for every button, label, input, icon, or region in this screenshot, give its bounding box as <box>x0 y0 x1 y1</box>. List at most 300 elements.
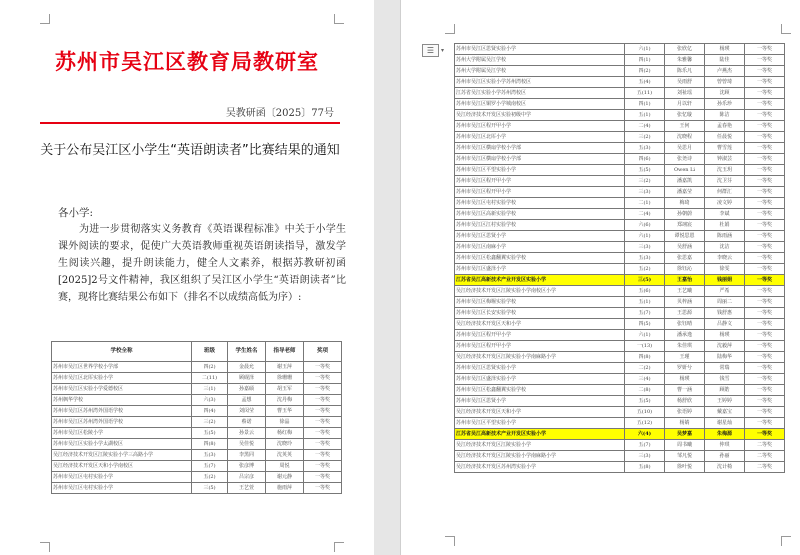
school-cell: 吴江经济技术开发区实验初级中学 <box>455 110 625 121</box>
teacher-cell: 陈雨涵 <box>705 231 745 242</box>
teacher-cell: 杨红梅 <box>266 428 304 439</box>
class-cell: 五(3) <box>625 253 665 264</box>
column-header: 指导老师 <box>266 342 304 362</box>
teacher-cell: 凌文婷 <box>705 198 745 209</box>
table-row <box>455 187 785 198</box>
student-cell: 王何 <box>665 121 705 132</box>
crop-mark <box>40 14 50 24</box>
class-cell: 四(2) <box>625 66 665 77</box>
table-row <box>455 396 785 407</box>
crop-mark <box>781 536 791 546</box>
award-cell: 一等奖 <box>745 253 785 264</box>
table-row <box>455 99 785 110</box>
class-cell: 五(10) <box>625 407 665 418</box>
award-cell: 一等奖 <box>745 143 785 154</box>
school-cell: 苏州市吴江区实验小学爱德校区 <box>52 384 192 395</box>
award-cell: 二等奖 <box>745 440 785 451</box>
student-cell: 孟想 <box>228 395 266 406</box>
school-cell: 苏州市吴江区程开甲小学 <box>455 187 625 198</box>
school-cell: 苏州大学附属吴江学校 <box>455 55 625 66</box>
class-cell: 五(8) <box>625 462 665 473</box>
table-row <box>455 154 785 165</box>
award-cell: 一等奖 <box>745 66 785 77</box>
class-cell: 六(4) <box>625 429 665 440</box>
table-row <box>455 385 785 396</box>
table-row <box>455 165 785 176</box>
teacher-cell: 钱舒惠 <box>705 308 745 319</box>
class-cell: 五(7) <box>625 308 665 319</box>
table-row <box>455 220 785 231</box>
class-cell: 二(1) <box>625 198 665 209</box>
school-cell: 苏州市吴江区实验小学苏州湾校区 <box>455 77 625 88</box>
table-row <box>455 407 785 418</box>
award-cell: 一等奖 <box>304 406 342 417</box>
class-cell: 六(3) <box>192 395 228 406</box>
award-cell: 一等奖 <box>745 242 785 253</box>
student-cell: 孙景云 <box>228 428 266 439</box>
class-cell: 四(1) <box>625 99 665 110</box>
teacher-cell: 曹玉华 <box>266 406 304 417</box>
student-cell: 张语婷 <box>665 407 705 418</box>
table-row <box>52 362 342 373</box>
school-cell: 苏州市吴江区平望实验小学 <box>455 165 625 176</box>
class-cell: 一(13) <box>625 341 665 352</box>
teacher-cell: 谢星灿 <box>705 418 745 429</box>
school-cell: 吴江经济技术开发区天和小学南校区 <box>52 461 192 472</box>
column-header: 学校全称 <box>52 342 192 362</box>
class-cell: 三(2) <box>192 417 228 428</box>
student-cell: 潘嘉凯 <box>665 176 705 187</box>
teacher-cell: 李晓云 <box>705 253 745 264</box>
table-row <box>455 451 785 462</box>
school-cell: 苏州市吴江区屯村实验小学 <box>52 472 192 483</box>
student-cell: 孙嘉硕 <box>228 384 266 395</box>
table-header-row <box>52 342 342 362</box>
student-cell: Owen Li <box>665 165 705 176</box>
teacher-cell: 何群汇 <box>705 187 745 198</box>
award-cell: 一等奖 <box>304 384 342 395</box>
class-cell: 六(1) <box>625 44 665 55</box>
school-cell: 江苏省吴江高新技术产业开发区实验小学 <box>455 275 625 286</box>
student-cell: 王思源 <box>665 308 705 319</box>
student-cell: 朱雅馨 <box>665 55 705 66</box>
class-cell: 四(5) <box>625 319 665 330</box>
student-cell: 徐钰沁 <box>665 264 705 275</box>
award-cell: 一等奖 <box>745 154 785 165</box>
table-row <box>52 472 342 483</box>
student-cell: 吴梦嘉 <box>665 429 705 440</box>
award-cell: 一等奖 <box>745 99 785 110</box>
award-cell: 一等奖 <box>304 483 342 494</box>
class-cell: 三(2) <box>625 176 665 187</box>
award-cell: 一等奖 <box>745 297 785 308</box>
school-cell: 苏州市吴江区松陵小学 <box>52 428 192 439</box>
table-row <box>52 450 342 461</box>
student-cell: 顾砚泽 <box>228 373 266 384</box>
crop-mark <box>781 24 791 34</box>
award-cell: 一等奖 <box>745 187 785 198</box>
school-cell: 苏州市吴江区盛泽小学 <box>455 264 625 275</box>
teacher-cell: 孟春艳 <box>705 121 745 132</box>
class-cell: 五(12) <box>625 418 665 429</box>
student-cell: 周书曦 <box>665 440 705 451</box>
teacher-cell: 沈丹梅 <box>266 395 304 406</box>
award-cell: 一等奖 <box>745 264 785 275</box>
table-row <box>455 418 785 429</box>
class-cell: 五(7) <box>192 461 228 472</box>
teacher-cell: 钟淑芸 <box>705 154 745 165</box>
teacher-cell: 徐晶 <box>266 417 304 428</box>
school-cell: 苏州市吴江区程开甲小学 <box>455 341 625 352</box>
class-cell: 三(2) <box>625 132 665 143</box>
class-cell: 二(11) <box>192 373 228 384</box>
table-row <box>455 297 785 308</box>
class-cell: 五(1) <box>625 297 665 308</box>
school-cell: 江苏省吴江实验小学苏州湾校区 <box>455 88 625 99</box>
school-cell: 苏州市吴江区江村实验学校 <box>455 220 625 231</box>
class-cell: 三(3) <box>625 187 665 198</box>
award-cell: 一等奖 <box>304 362 342 373</box>
table-row <box>455 209 785 220</box>
table-row <box>455 440 785 451</box>
document-outline-icon[interactable]: ☰ <box>422 44 439 57</box>
school-cell: 苏州市吴江区程开甲小学 <box>455 330 625 341</box>
school-cell: 苏州市吴江区思贤小学 <box>455 396 625 407</box>
student-cell: 谭悦思恩 <box>665 231 705 242</box>
student-cell: 王艺曦 <box>665 286 705 297</box>
student-cell: 王嘉怡 <box>665 275 705 286</box>
crop-mark <box>40 542 50 552</box>
table-row <box>455 429 785 440</box>
salutation: 各小学: <box>58 207 94 219</box>
class-cell: 六(1) <box>625 330 665 341</box>
table-row <box>52 395 342 406</box>
class-cell: 五(2) <box>625 264 665 275</box>
document-number: 吴教研函〔2025〕77号 <box>225 108 334 119</box>
teacher-cell: 施雨萍 <box>266 483 304 494</box>
student-cell: 王艺萱 <box>228 483 266 494</box>
student-cell: 曹一涵 <box>665 385 705 396</box>
student-cell: 吕宗彦 <box>228 472 266 483</box>
award-cell: 一等奖 <box>745 374 785 385</box>
school-cell: 苏州市吴江区程开甲小学 <box>455 176 625 187</box>
teacher-cell: 钱雪 <box>705 374 745 385</box>
student-cell: 张忆璇 <box>665 110 705 121</box>
award-cell: 一等奖 <box>745 341 785 352</box>
school-cell: 苏州大学附属吴江学校 <box>455 66 625 77</box>
teacher-cell: 徐珊珊 <box>266 373 304 384</box>
student-cell: 吴佳悦 <box>228 439 266 450</box>
award-cell: 一等奖 <box>745 77 785 88</box>
table-row <box>455 341 785 352</box>
teacher-cell: 朱梅源 <box>705 429 745 440</box>
award-cell: 一等奖 <box>745 363 785 374</box>
student-cell: 朱佳琪 <box>665 341 705 352</box>
award-cell: 一等奖 <box>304 417 342 428</box>
school-cell: 吴江经济技术开发区天和小学 <box>455 407 625 418</box>
student-cell: 张彦博 <box>228 461 266 472</box>
award-cell: 一等奖 <box>745 220 785 231</box>
student-cell: 吴思月 <box>665 143 705 154</box>
page-gap <box>374 0 400 555</box>
student-cell: 李黑同 <box>228 450 266 461</box>
class-cell: 五(5) <box>192 428 228 439</box>
school-cell: 苏州市吴江区世界学校小学部 <box>52 362 192 373</box>
table-row <box>455 275 785 286</box>
school-cell: 吴江经济技术开发区江陵实验小学三高路小学 <box>52 450 192 461</box>
school-cell: 苏州市吴江区屯村实验小学 <box>52 483 192 494</box>
award-cell: 一等奖 <box>745 55 785 66</box>
class-cell: 二(8) <box>625 385 665 396</box>
page-2 <box>400 0 800 555</box>
award-cell: 一等奖 <box>745 418 785 429</box>
award-cell: 一等奖 <box>745 429 785 440</box>
student-cell: 张思嘉 <box>665 253 705 264</box>
red-header: 苏州市吴江区教育局教研室 <box>55 49 319 74</box>
class-cell: 五(5) <box>625 165 665 176</box>
teacher-cell: 周丽二 <box>705 297 745 308</box>
teacher-cell: 沈毅萍 <box>705 341 745 352</box>
school-cell: 苏州市吴江区苏州湾外国语学校 <box>52 417 192 428</box>
school-cell: 苏州市吴江区铜罗小学城南校区 <box>455 99 625 110</box>
table-row <box>455 143 785 154</box>
class-cell: 二(4) <box>625 209 665 220</box>
table-row <box>455 319 785 330</box>
school-cell: 苏州市吴江区南麻小学 <box>455 242 625 253</box>
table-row <box>52 428 342 439</box>
award-cell: 一等奖 <box>745 396 785 407</box>
school-cell: 吴江经济技术开发区江陵实验小学南麻路小学 <box>455 451 625 462</box>
student-cell: 王瑾 <box>665 352 705 363</box>
class-cell: 五(5) <box>625 396 665 407</box>
table-row <box>455 110 785 121</box>
award-cell: 一等奖 <box>745 352 785 363</box>
class-cell: 三(5) <box>192 483 228 494</box>
class-cell: 三(4) <box>625 374 665 385</box>
crop-mark <box>445 24 455 34</box>
teacher-cell: 杜娟 <box>705 220 745 231</box>
student-cell: 罗妍兮 <box>665 363 705 374</box>
award-cell: 二等奖 <box>745 451 785 462</box>
school-cell: 苏州市吴江区松鑫翻翼实验学校 <box>455 385 625 396</box>
award-cell: 一等奖 <box>745 110 785 121</box>
table-row <box>455 231 785 242</box>
school-cell: 吴江经济技术开发区江陵实验小学南校区小学 <box>455 286 625 297</box>
class-cell: 三(3) <box>625 242 665 253</box>
award-cell: 一等奖 <box>745 198 785 209</box>
table-row <box>455 264 785 275</box>
table-row <box>455 55 785 66</box>
teacher-cell: 陈洁 <box>705 110 745 121</box>
table-row <box>455 242 785 253</box>
teacher-cell: 曹雪莲 <box>705 143 745 154</box>
results-table <box>51 341 342 494</box>
school-cell: 苏州市吴江区松鑫翻翼实验学校 <box>455 253 625 264</box>
school-cell: 吴江经济技术开发区江陵实验小学南麻路小学 <box>455 352 625 363</box>
school-cell: 苏州市吴江区程开甲小学 <box>455 121 625 132</box>
student-cell: 徐叶悦 <box>665 462 705 473</box>
teacher-cell: 任晨悦 <box>705 132 745 143</box>
table-row <box>52 384 342 395</box>
student-cell: 刘祉瑶 <box>665 88 705 99</box>
award-cell: 一等奖 <box>745 385 785 396</box>
table-row <box>455 176 785 187</box>
table-row <box>52 439 342 450</box>
column-header: 奖项 <box>304 342 342 362</box>
school-cell: 苏州市吴江区思贤小学 <box>455 231 625 242</box>
award-cell: 二等奖 <box>745 462 785 473</box>
student-cell: 邹凡悦 <box>665 451 705 462</box>
class-cell: 五(3) <box>625 143 665 154</box>
student-cell: 潘嘉莹 <box>665 187 705 198</box>
student-cell: 吴舒涵 <box>665 242 705 253</box>
teacher-cell: 沈卫芬 <box>705 176 745 187</box>
award-cell: 一等奖 <box>745 231 785 242</box>
school-cell: 江苏省吴江高新技术产业开发区实验小学 <box>455 429 625 440</box>
student-cell: 月以轩 <box>665 99 705 110</box>
award-cell: 一等奖 <box>745 275 785 286</box>
student-cell: 沈晓程 <box>665 132 705 143</box>
teacher-cell: 沈晓玲 <box>266 439 304 450</box>
teacher-cell: 孙乐珍 <box>705 99 745 110</box>
school-cell: 苏州市吴江区北厍实验小学 <box>52 373 192 384</box>
teacher-cell: 谢玉萍 <box>266 362 304 373</box>
student-cell: 梅琦 <box>665 198 705 209</box>
teacher-cell: 戴嘉宝 <box>705 407 745 418</box>
student-cell: 杨婧 <box>665 418 705 429</box>
class-cell: 五(3) <box>192 450 228 461</box>
student-cell: 杨舒欣 <box>665 396 705 407</box>
table-row <box>455 462 785 473</box>
class-cell: 五(11) <box>625 88 665 99</box>
class-cell: 四(1) <box>625 55 665 66</box>
student-cell: 杨瑛 <box>665 374 705 385</box>
red-divider <box>40 122 340 124</box>
teacher-cell: 沈计椅 <box>705 462 745 473</box>
student-cell: 刘闵莹 <box>228 406 266 417</box>
award-cell: 一等奖 <box>745 319 785 330</box>
table-row <box>455 308 785 319</box>
school-cell: 苏州市吴江区平望实验小学 <box>455 418 625 429</box>
award-cell: 一等奖 <box>304 461 342 472</box>
teacher-cell: 吕静文 <box>705 319 745 330</box>
school-cell: 苏州市吴江区思贤实验小学 <box>455 363 625 374</box>
table-row <box>52 406 342 417</box>
school-cell: 苏州市吴江区梅堰实验学校 <box>455 297 625 308</box>
teacher-cell: 钱丽娟 <box>705 275 745 286</box>
teacher-cell: 杨瑛 <box>705 44 745 55</box>
class-cell: 二(4) <box>625 121 665 132</box>
notice-body: 为进一步贯彻落实义务教育《英语课程标准》中关于小学生课外阅读的要求，促使广大英语教师重视英语朗读指导，激发学生阅读兴趣，提升朗读能力，健全人文素养，根据苏教研初函[2025]2号文件精神，我区组织了吴江区小学生“英语朗读者”比赛，现将比赛结果公布如下（排名不以成绩高低为序）: <box>58 224 346 303</box>
award-cell: 一等奖 <box>745 88 785 99</box>
school-cell: 苏州市吴江区高新实验学校 <box>455 209 625 220</box>
school-cell: 苏州市吴江区屯村实验学校 <box>455 198 625 209</box>
student-cell: 蔡诺 <box>228 417 266 428</box>
teacher-cell: 周悦 <box>266 461 304 472</box>
award-cell: 一等奖 <box>745 121 785 132</box>
class-cell: 五(7) <box>625 440 665 451</box>
award-cell: 一等奖 <box>745 44 785 55</box>
crop-mark <box>445 536 455 546</box>
teacher-cell: 李斌 <box>705 209 745 220</box>
crop-mark <box>334 542 344 552</box>
table-row <box>455 352 785 363</box>
award-cell: 一等奖 <box>304 373 342 384</box>
teacher-cell: 常瑞 <box>705 363 745 374</box>
class-cell: 三(1) <box>192 384 228 395</box>
teacher-cell: 胡玉军 <box>266 384 304 395</box>
table-row <box>52 483 342 494</box>
table-row <box>52 373 342 384</box>
teacher-cell: 杨瑛 <box>705 330 745 341</box>
class-cell: 四(4) <box>192 406 228 417</box>
student-cell: 孙朝蔚 <box>665 209 705 220</box>
student-cell: 张尧诗 <box>665 154 705 165</box>
school-cell: 吴江经济技术开发区苏州湾实验小学 <box>455 462 625 473</box>
student-cell: 吴雨舒 <box>665 77 705 88</box>
student-cell: 潘承逸 <box>665 330 705 341</box>
student-cell: 张钰晴 <box>665 319 705 330</box>
class-cell: 三(3) <box>625 451 665 462</box>
teacher-cell: 徐雯 <box>705 264 745 275</box>
table-row <box>455 66 785 77</box>
award-cell: 一等奖 <box>745 407 785 418</box>
school-cell: 苏州市吴江区长安实验学校 <box>455 308 625 319</box>
results-table-continued <box>454 43 785 473</box>
class-cell: 四(8) <box>192 439 228 450</box>
school-cell: 吴江经济技术开发区江陵实验小学 <box>455 440 625 451</box>
award-cell: 一等奖 <box>745 209 785 220</box>
class-cell: 二(2) <box>625 363 665 374</box>
school-cell: 苏州市吴江区思贤实验小学 <box>455 44 625 55</box>
table-row <box>455 363 785 374</box>
crop-mark <box>334 14 344 24</box>
award-cell: 一等奖 <box>304 450 342 461</box>
table-row <box>455 77 785 88</box>
class-cell: 三(5) <box>625 275 665 286</box>
award-cell: 一等奖 <box>304 472 342 483</box>
award-cell: 一等奖 <box>745 330 785 341</box>
teacher-cell: 陆佳 <box>705 55 745 66</box>
table-row <box>455 44 785 55</box>
table-row <box>52 417 342 428</box>
teacher-cell: 仲琪 <box>705 440 745 451</box>
teacher-cell: 沈顾 <box>705 88 745 99</box>
teacher-cell: 沈英英 <box>266 450 304 461</box>
table-row <box>455 330 785 341</box>
school-cell: 苏州市吴江区北厍小学 <box>455 132 625 143</box>
teacher-cell: 沈玉玥 <box>705 165 745 176</box>
school-cell: 苏州市吴江区盛泽实验小学 <box>455 374 625 385</box>
table-row <box>455 198 785 209</box>
table-row <box>455 132 785 143</box>
award-cell: 一等奖 <box>745 176 785 187</box>
teacher-cell: 严希 <box>705 286 745 297</box>
school-cell: 苏州市吴江区横扇学校小学部 <box>455 154 625 165</box>
teacher-cell: 曾曾琦 <box>705 77 745 88</box>
page-1 <box>0 0 374 555</box>
table-row <box>52 461 342 472</box>
award-cell: 一等奖 <box>304 395 342 406</box>
teacher-cell: 王婷婷 <box>705 396 745 407</box>
award-cell: 一等奖 <box>745 308 785 319</box>
student-cell: 金晨允 <box>228 362 266 373</box>
chevron-down-icon[interactable]: ▾ <box>441 47 445 54</box>
table-row <box>455 374 785 385</box>
student-cell: 陈乐凡 <box>665 66 705 77</box>
teacher-cell: 卢燕杰 <box>705 66 745 77</box>
class-cell: 六(1) <box>625 231 665 242</box>
